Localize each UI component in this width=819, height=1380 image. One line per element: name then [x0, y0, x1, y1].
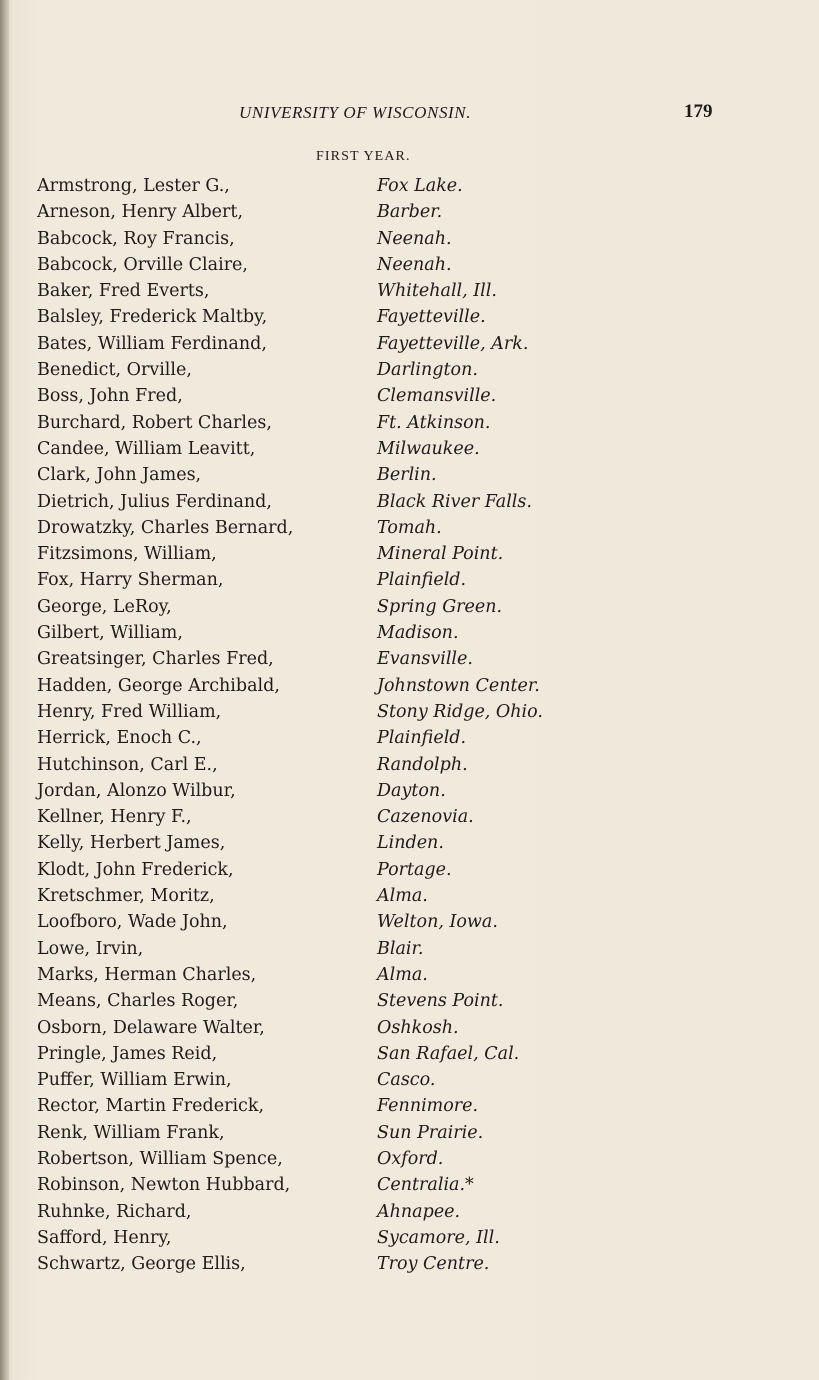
student-hometown: Barber. — [377, 202, 443, 223]
student-row — [0, 463, 819, 489]
student-row — [0, 332, 819, 358]
student-hometown: Randolph. — [377, 754, 468, 775]
student-hometown: Evansville. — [377, 649, 473, 670]
student-hometown: Black River Falls. — [377, 491, 532, 512]
student-row — [0, 490, 819, 516]
student-hometown: Stony Ridge, Ohio. — [377, 701, 543, 722]
student-hometown: Portage. — [377, 859, 452, 880]
section-heading: FIRST YEAR. — [316, 149, 411, 164]
student-row — [0, 174, 819, 200]
student-hometown: Dayton. — [377, 780, 446, 801]
student-name: Osborn, Delaware Walter, — [37, 1017, 265, 1038]
student-hometown: Fox Lake. — [377, 176, 463, 196]
student-hometown: Blair. — [377, 938, 424, 959]
student-name: Balsley, Frederick Maltby, — [37, 307, 268, 328]
student-row — [0, 1147, 819, 1173]
student-row — [0, 1121, 819, 1147]
student-hometown: Troy Centre. — [377, 1254, 490, 1275]
student-name: Puffer, William Erwin, — [37, 1070, 232, 1091]
student-name: Kellner, Henry F., — [37, 807, 192, 828]
student-row — [0, 726, 819, 752]
student-hometown: Stevens Point. — [377, 991, 504, 1012]
student-name: Henry, Fred William, — [37, 701, 222, 722]
student-row — [0, 989, 819, 1015]
student-row — [0, 1068, 819, 1094]
student-hometown: Cazenovia. — [377, 807, 474, 828]
student-name: Renk, William Frank, — [37, 1122, 225, 1143]
student-row — [0, 200, 819, 226]
student-hometown: Ft. Atkinson. — [377, 412, 491, 433]
student-name: Gilbert, William, — [37, 623, 183, 644]
student-hometown: Neenah. — [377, 228, 452, 249]
student-row — [0, 253, 819, 279]
student-name: Pringle, James Reid, — [37, 1043, 218, 1064]
student-row — [0, 1016, 819, 1042]
student-row — [0, 1094, 819, 1120]
student-name: Dietrich, Julius Ferdinand, — [37, 491, 272, 512]
student-row — [0, 621, 819, 647]
student-name: Babcock, Orville Claire, — [37, 254, 248, 275]
student-name: Kretschmer, Moritz, — [37, 886, 215, 907]
student-name: Herrick, Enoch C., — [37, 728, 202, 749]
student-hometown: Welton, Iowa. — [377, 912, 498, 933]
student-row — [0, 1226, 819, 1252]
student-row — [0, 910, 819, 936]
student-row — [0, 227, 819, 253]
student-hometown: Oxford. — [377, 1148, 444, 1169]
student-hometown: Fayetteville. — [377, 307, 486, 328]
student-name: Robinson, Newton Hubbard, — [37, 1175, 291, 1196]
student-hometown: Alma. — [377, 964, 428, 985]
student-name: Rector, Martin Frederick, — [37, 1096, 265, 1117]
student-hometown: Spring Green. — [377, 596, 503, 617]
student-hometown: Linden. — [377, 833, 444, 854]
student-row — [0, 542, 819, 568]
student-name: Hutchinson, Carl E., — [37, 754, 218, 775]
student-hometown: San Rafael, Cal. — [377, 1043, 520, 1064]
student-name: Baker, Fred Everts, — [37, 281, 210, 302]
student-hometown: Casco. — [377, 1070, 436, 1091]
student-name: Ruhnke, Richard, — [37, 1201, 192, 1222]
student-hometown: Neenah. — [377, 254, 452, 275]
student-name: Bates, William Ferdinand, — [37, 333, 267, 354]
student-hometown: Sycamore, Ill. — [377, 1227, 500, 1248]
student-hometown: Ahnapee. — [377, 1201, 461, 1222]
student-row — [0, 753, 819, 779]
running-head — [0, 100, 819, 126]
student-name: Boss, John Fred, — [37, 386, 183, 407]
running-title: UNIVERSITY OF WISCONSIN. — [239, 103, 472, 122]
student-hometown: Plainfield. — [377, 728, 467, 749]
student-hometown: Clemansville. — [377, 386, 497, 407]
student-name: Arneson, Henry Albert, — [37, 202, 244, 223]
student-row — [0, 1252, 819, 1278]
student-name: Fitzsimons, William, — [37, 544, 217, 565]
student-name: Benedict, Orville, — [37, 360, 192, 381]
page-number: 179 — [684, 101, 713, 122]
student-hometown: Madison. — [377, 623, 459, 644]
student-row — [0, 674, 819, 700]
student-row — [0, 963, 819, 989]
student-row — [0, 437, 819, 463]
student-hometown: Fennimore. — [377, 1096, 479, 1117]
student-name: Clark, John James, — [37, 465, 202, 486]
student-hometown: Whitehall, Ill. — [377, 281, 497, 302]
student-hometown: Darlington. — [377, 360, 478, 381]
student-hometown: Mineral Point. — [377, 544, 504, 565]
student-hometown: Johnstown Center. — [377, 675, 540, 696]
student-name: Lowe, Irvin, — [37, 938, 144, 959]
student-name: Babcock, Roy Francis, — [37, 228, 235, 249]
student-row — [0, 805, 819, 831]
student-name: George, LeRoy, — [37, 596, 172, 617]
student-hometown: Alma. — [377, 886, 428, 907]
student-row — [0, 279, 819, 305]
student-row — [0, 358, 819, 384]
student-row — [0, 384, 819, 410]
student-row — [0, 516, 819, 542]
student-row — [0, 568, 819, 594]
student-row — [0, 884, 819, 910]
student-name: Robertson, William Spence, — [37, 1148, 283, 1169]
student-row — [0, 831, 819, 857]
student-hometown: Plainfield. — [377, 570, 467, 591]
student-row — [0, 411, 819, 437]
student-hometown: Milwaukee. — [377, 438, 480, 459]
student-name: Greatsinger, Charles Fred, — [37, 649, 274, 670]
student-row — [0, 937, 819, 963]
student-roster — [0, 174, 819, 1278]
student-name: Kelly, Herbert James, — [37, 833, 226, 854]
student-name: Safford, Henry, — [37, 1227, 172, 1248]
student-row — [0, 647, 819, 673]
student-hometown: Oshkosh. — [377, 1017, 459, 1038]
student-name: Burchard, Robert Charles, — [37, 412, 272, 433]
student-hometown: Fayetteville, Ark. — [377, 333, 529, 354]
student-name: Drowatzky, Charles Bernard, — [37, 517, 294, 538]
student-name: Schwartz, George Ellis, — [37, 1254, 246, 1275]
student-name: Candee, William Leavitt, — [37, 438, 256, 459]
student-name: Means, Charles Roger, — [37, 991, 239, 1012]
student-name: Loofboro, Wade John, — [37, 912, 228, 933]
student-row — [0, 305, 819, 331]
student-row — [0, 1200, 819, 1226]
student-row — [0, 1042, 819, 1068]
student-name: Fox, Harry Sherman, — [37, 570, 224, 591]
student-hometown: Berlin. — [377, 465, 437, 486]
student-name: Jordan, Alonzo Wilbur, — [37, 780, 236, 801]
student-name: Marks, Herman Charles, — [37, 964, 257, 985]
student-hometown: Tomah. — [377, 517, 442, 538]
student-row — [0, 595, 819, 621]
student-hometown: Centralia.* — [377, 1175, 474, 1196]
student-hometown: Sun Prairie. — [377, 1122, 484, 1143]
student-name: Armstrong, Lester G., — [37, 176, 230, 196]
student-row — [0, 700, 819, 726]
student-row — [0, 779, 819, 805]
student-row — [0, 858, 819, 884]
student-name: Klodt, John Frederick, — [37, 859, 234, 880]
student-name: Hadden, George Archibald, — [37, 675, 280, 696]
student-row — [0, 1173, 819, 1199]
